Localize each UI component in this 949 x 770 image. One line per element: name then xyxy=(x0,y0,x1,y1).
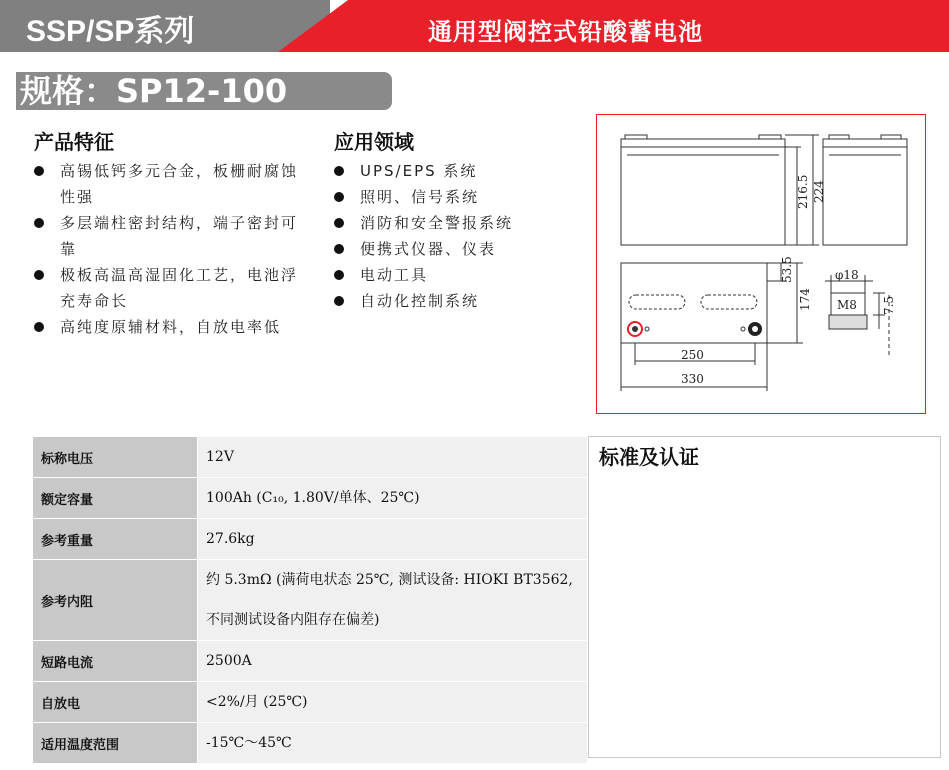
bullet-icon xyxy=(334,296,344,306)
side-body xyxy=(823,147,907,245)
top-view xyxy=(621,263,767,343)
list-item: 电动工具 xyxy=(334,262,584,288)
applications-heading: 应用领域 xyxy=(334,130,414,154)
list-item: 高纯度原辅材料，自放电率低 xyxy=(34,314,304,340)
front-terminal-right xyxy=(759,135,781,139)
bullet-icon xyxy=(34,218,44,228)
spec-title: 规格：SP12-100 xyxy=(20,72,288,110)
row-value: 2500A xyxy=(198,641,588,682)
dim-terminal-thread: M8 xyxy=(837,298,857,312)
list-item: UPS/EPS 系统 xyxy=(334,158,584,184)
bullet-icon xyxy=(34,322,44,332)
header-bar xyxy=(0,0,949,52)
application-list xyxy=(334,158,584,314)
table-row xyxy=(33,641,588,682)
table-row xyxy=(33,560,588,641)
dim-terminal-height: 7.5 xyxy=(882,295,896,315)
list-item: 多层端柱密封结构，端子密封可靠 xyxy=(34,210,304,262)
row-label: 自放电 xyxy=(33,682,198,723)
row-value: -15℃～45℃ xyxy=(198,723,588,764)
row-value: 12V xyxy=(198,437,588,478)
battery-drawing-svg xyxy=(597,115,925,413)
dim-length: 330 xyxy=(681,372,704,386)
row-label: 额定容量 xyxy=(33,478,198,519)
bullet-icon xyxy=(34,166,44,176)
front-lid xyxy=(621,139,785,147)
row-label: 参考重量 xyxy=(33,519,198,560)
list-item: 消防和安全警报系统 xyxy=(334,210,584,236)
bullet-icon xyxy=(334,166,344,176)
list-item: 极板高温高湿固化工艺，电池浮充寿命长 xyxy=(34,262,304,314)
dim-terminal-spacing: 250 xyxy=(681,348,704,362)
features-heading: 产品特征 xyxy=(34,130,114,154)
dimension-drawing xyxy=(596,114,926,414)
series-title: SSP/SP系列 xyxy=(26,15,195,48)
list-item: 自动化控制系统 xyxy=(334,288,584,314)
list-item: 高锡低钙多元合金，板栅耐腐蚀性强 xyxy=(34,158,304,210)
dim-terminal-diameter: φ18 xyxy=(835,268,859,282)
row-value: 约 5.3mΩ (满荷电状态 25℃, 测试设备: HIOKI BT3562, 不同测试设备内阻存在偏差) xyxy=(198,560,588,641)
row-value: 100Ah (C₁₀, 1.80V/单体、25℃) xyxy=(198,478,588,519)
dim-side-height: 174 xyxy=(798,288,812,311)
table-row xyxy=(33,682,588,723)
bullet-icon xyxy=(334,192,344,202)
front-body xyxy=(621,147,785,245)
table-row xyxy=(33,519,588,560)
table-row xyxy=(33,478,588,519)
row-label: 标称电压 xyxy=(33,437,198,478)
row-value: <2%/月 (25℃) xyxy=(198,682,588,723)
product-type-title: 通用型阀控式铅酸蓄电池 xyxy=(428,18,703,46)
list-item: 便携式仪器、仪表 xyxy=(334,236,584,262)
bullet-icon xyxy=(334,244,344,254)
certification-panel xyxy=(588,436,941,758)
dim-body-height: 216.5 xyxy=(796,174,810,209)
spec-table xyxy=(32,436,588,764)
dim-total-height: 224 xyxy=(812,180,826,203)
table-row xyxy=(33,437,588,478)
row-value: 27.6kg xyxy=(198,519,588,560)
side-lid xyxy=(823,139,907,147)
row-label: 适用温度范围 xyxy=(33,723,198,764)
certification-title: 标准及认证 xyxy=(599,445,699,469)
bullet-icon xyxy=(334,218,344,228)
front-terminal-left xyxy=(625,135,647,139)
bullet-icon xyxy=(334,270,344,280)
list-item: 照明、信号系统 xyxy=(334,184,584,210)
dim-side-top: 53.5 xyxy=(780,256,794,283)
feature-list xyxy=(34,158,304,340)
bullet-icon xyxy=(34,270,44,280)
table-row xyxy=(33,723,588,764)
row-label: 短路电流 xyxy=(33,641,198,682)
row-label: 参考内阻 xyxy=(33,560,198,641)
